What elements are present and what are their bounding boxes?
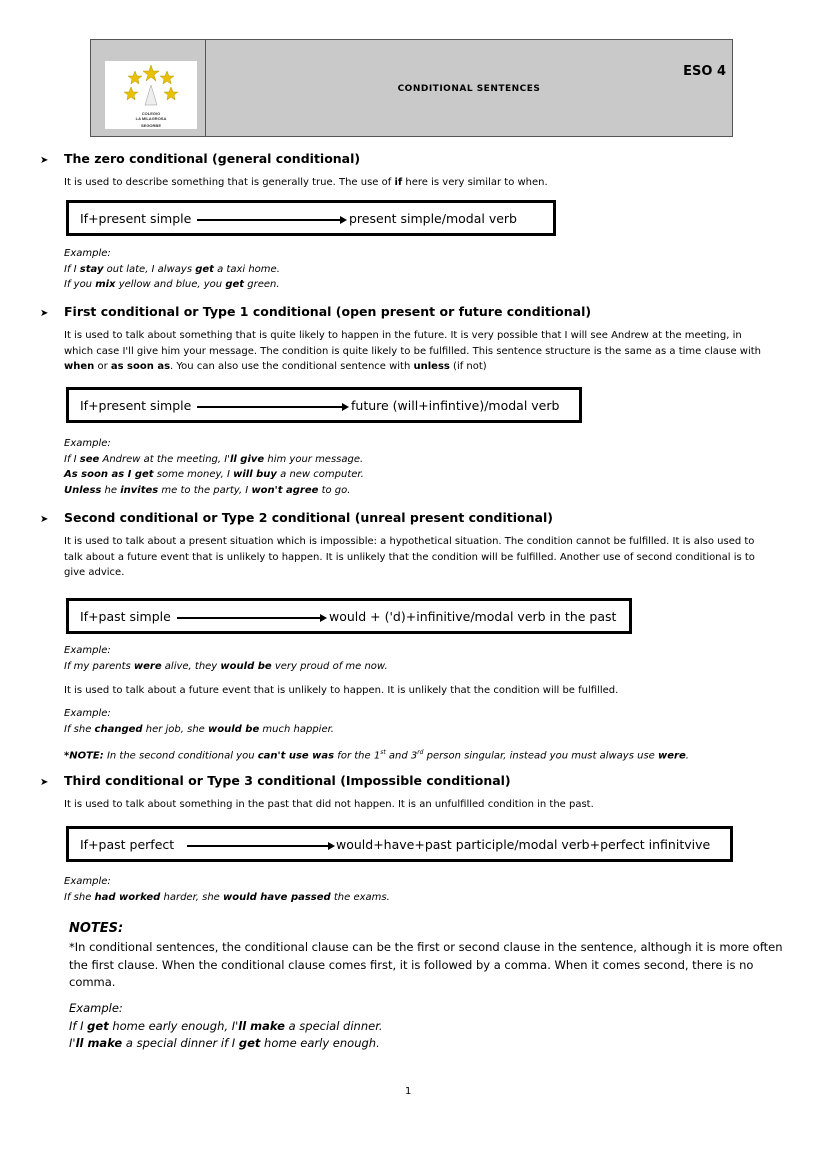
second-formula-box <box>66 598 632 634</box>
zero-examples: Example: If I stay out late, I always get a taxi home. If you mix yellow and blue, you get green. <box>64 248 280 290</box>
logo-line-2: LA MILAGROSA <box>135 116 167 121</box>
zero-description: It is used to describe something that is generally true. The use of if here is very similar to when. <box>64 177 548 188</box>
first-heading: ➤ First conditional or Type 1 conditional (open present or future conditional) <box>40 304 592 319</box>
second-example-2: Example: If she changed her job, she would be much happier. <box>64 708 334 735</box>
page-number: 1 <box>405 1086 412 1097</box>
second-description: It is used to talk about a present situation which is impossible: a hypothetical situation. The condition cannot be fulfilled. It is also used to talk about a future event that is unlikely to happen. It is unlikely that the condition will be fulfilled. Another use of second conditional is to give advice. <box>64 536 755 578</box>
arrow-icon <box>187 845 333 847</box>
second-description-2: It is used to talk about a future event that is unlikely to happen. It is unlikely that the condition will be fulfilled. <box>64 685 619 696</box>
formula-right: would+have+past participle/modal verb+perfect infinitvive <box>336 837 711 852</box>
arrow-bullet-icon: ➤ <box>40 514 49 525</box>
arrow-bullet-icon: ➤ <box>40 308 49 319</box>
first-description: It is used to talk about something that is quite likely to happen in the future. It is very possible that I will see Andrew at the meeting, in which case I'll give him your message. The condition is quite likely to be fulfilled. This sentence structure is the same as a time clause with when or as soon as. You can also use the conditional sentence with unless (if not) <box>64 330 761 372</box>
formula-right: would + ('d)+infinitive/modal verb in the past <box>329 609 617 624</box>
logo-cell <box>91 40 206 136</box>
second-heading: ➤ Second conditional or Type 2 conditional (unreal present conditional) <box>40 510 553 525</box>
second-example-1: Example: If my parents were alive, they would be very proud of me now. <box>64 645 388 672</box>
zero-formula-box <box>66 200 556 236</box>
formula-right: present simple/modal verb <box>349 211 517 226</box>
arrow-bullet-icon: ➤ <box>40 777 49 788</box>
arrow-bullet-icon: ➤ <box>40 155 49 166</box>
notes-text: *In conditional sentences, the conditional clause can be the first or second clause in the sentence, although it is more often the first clause. When the conditional clause comes first, it is followed by a comma. When it comes second, there is no comma. <box>69 940 783 989</box>
notes-heading: NOTES: <box>69 921 124 936</box>
formula-left: If+present simple <box>80 211 192 226</box>
zero-heading: ➤ The zero conditional (general conditional) <box>40 151 361 166</box>
third-examples: Example: If she had worked harder, she would have passed the exams. <box>64 876 390 903</box>
third-formula-box <box>66 826 733 862</box>
formula-left: If+past simple <box>80 609 171 624</box>
formula-right: future (will+infintive)/modal verb <box>351 398 560 413</box>
grade-label: ESO 4 <box>683 64 726 79</box>
notes-examples: Example: If I get home early enough, I'll make a special dinner. I'll make a special dinner if I get home early enough. <box>69 1001 383 1050</box>
school-logo <box>105 61 197 129</box>
stars-icon <box>105 61 197 111</box>
third-heading: ➤ Third conditional or Type 3 conditional (Impossible conditional) <box>40 773 511 788</box>
formula-left: If+past perfect <box>80 837 175 852</box>
third-description: It is used to talk about something in the past that did not happen. It is an unfulfilled condition in the past. <box>64 799 594 810</box>
logo-line-1: COLEGIO <box>141 111 161 116</box>
arrow-icon <box>197 406 347 408</box>
document-header <box>90 39 733 137</box>
formula-left: If+present simple <box>80 398 192 413</box>
first-formula-box <box>66 387 582 423</box>
logo-line-3: SEGORBE <box>140 123 161 128</box>
document-title: CONDITIONAL SENTENCES <box>397 84 541 94</box>
second-note: *NOTE: In the second conditional you can't use was for the 1st and 3rd person singular, instead you must always use were. <box>64 749 689 762</box>
arrow-icon <box>177 617 325 619</box>
first-examples: Example: If I see Andrew at the meeting, I'll give him your message. As soon as I get some money, I will buy a new computer. Unless he invites me to the party, I won't agree to go. <box>64 438 364 496</box>
arrow-icon <box>197 219 345 221</box>
